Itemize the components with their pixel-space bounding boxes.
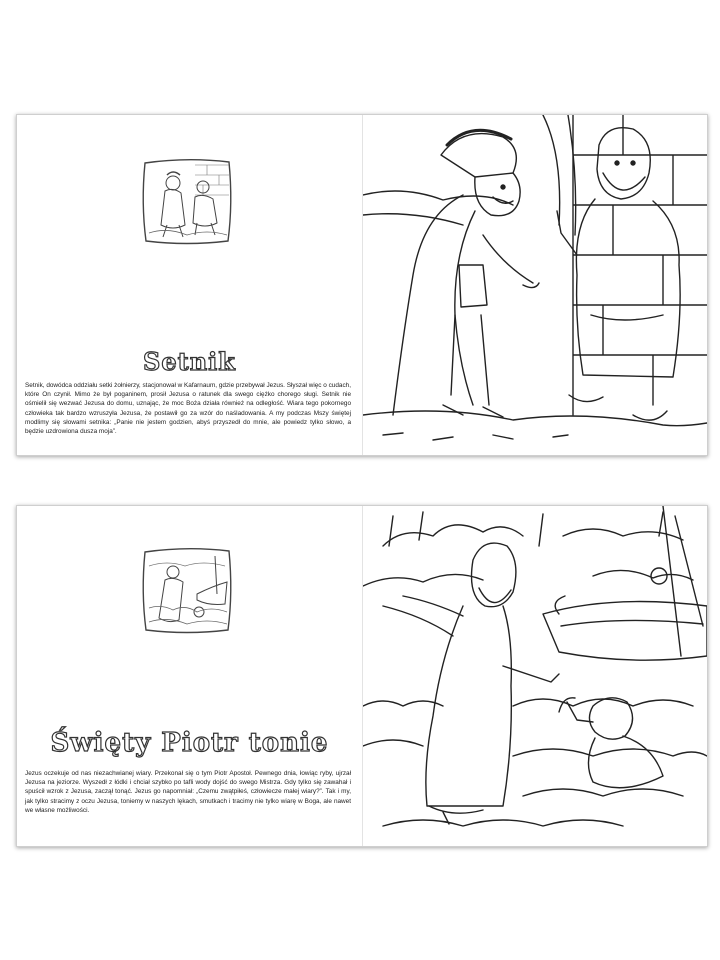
left-page: [17, 506, 362, 846]
coloring-spread-peter-sinking: [16, 505, 708, 847]
centurion-and-jesus-illustration: [363, 115, 707, 455]
jesus-and-peter-on-water-illustration: [363, 506, 707, 846]
story-text: Jezus oczekuje od nas niezachwianej wiary. Przekonał się o tym Piotr Apostoł. Pewnego dnia, łowiąc ryby, ujrzał Jezusa na jeziorze. Wyszedł z łódki i chciał szybko po tafli wody dojść do swego Mistrza. Gdy tylko się zawahał i spuścił wzrok z Jezusa, zaczął tonąć. Jezus go napomniał: „Czemu zwątpiłeś, człowiecze małej wiary?”. Tak i my, jak tylko stracimy z oczu Jezusa, toniemy w naszych lękach, smutkach i tracimy nie tylko wiarę w Boga, ale nawet we własne możliwości.: [25, 770, 351, 814]
right-page: [363, 506, 707, 846]
story-title: Setnik: [143, 347, 236, 376]
centurion-thumbnail-image: [137, 153, 237, 249]
story-text: Setnik, dowódca oddziału setki żołnierzy, stacjonował w Kafarnaum, gdzie przebywał Jezus. Słyszał więc o cudach, które On czynił. Mimo że był poganinem, prosił Jezusa o ratunek dla swego ciężko chorego sługi. Setnik nie ośmielił się wezwać Jezusa do domu, uznając, że moc Boża działa również na odległość. Wiara tego pokornego człowieka tak bardzo wzruszyła Jezusa, że postawił go za wzór do naśladowania. A my podczas Mszy świętej modlimy się słowami setnika: „Panie nie jestem godzien, abyś przyszedł do mnie, ale powiedz tylko słowo, a będzie uzdrowiona dusza moja”.: [25, 382, 351, 436]
right-page: [363, 115, 707, 455]
left-page: [17, 115, 362, 455]
peter-sinking-thumbnail-image: [137, 542, 237, 638]
story-title: Święty Piotr tonie: [50, 728, 329, 758]
coloring-spread-centurion: [16, 114, 708, 456]
